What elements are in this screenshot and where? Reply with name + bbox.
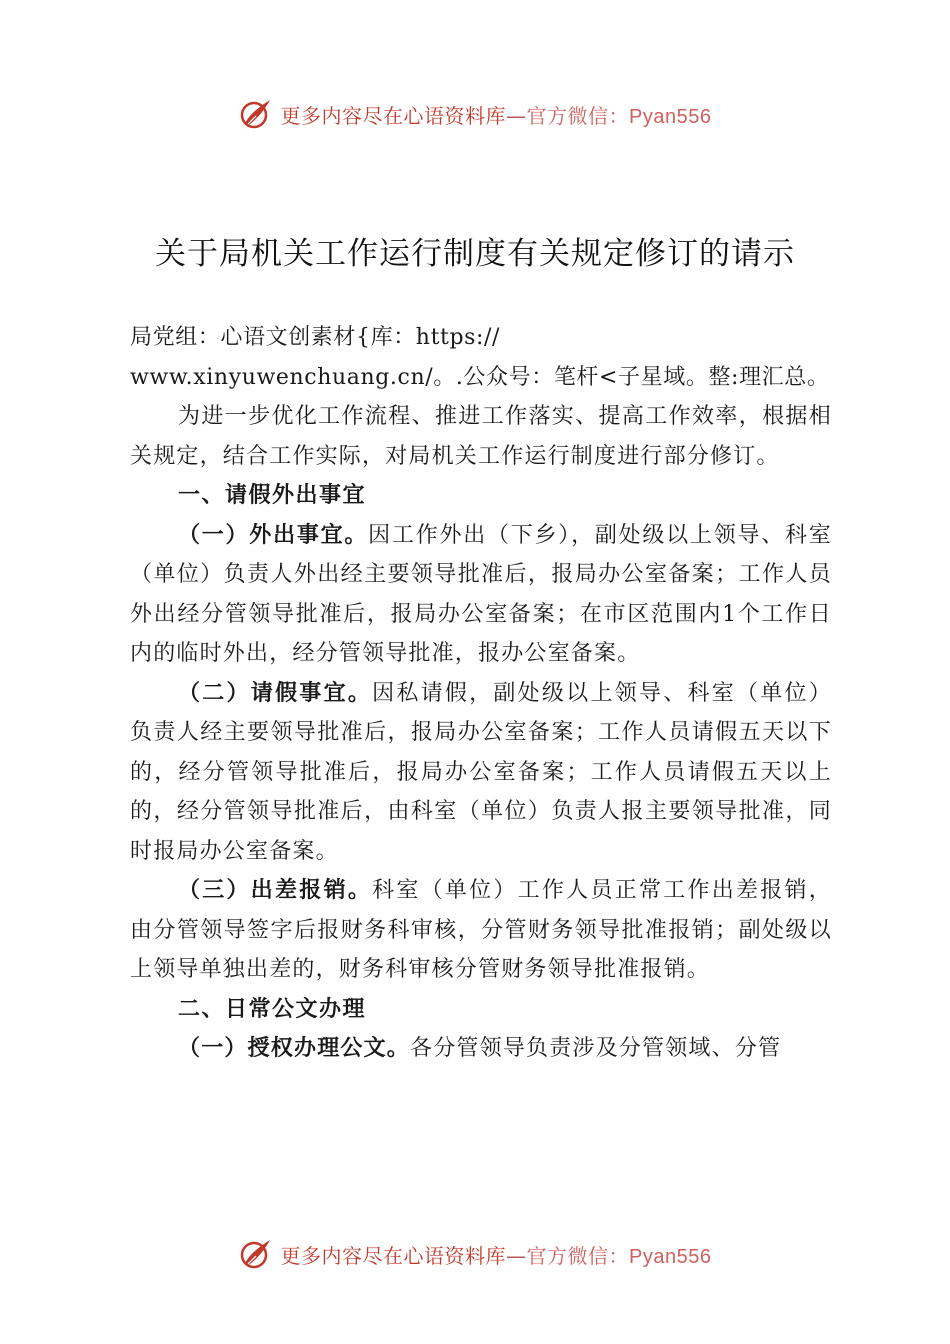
banner-text: 更多内容尽在心语资料库—官方微信：Pyan556 [280,103,712,128]
paragraph-travel [130,871,832,990]
subheading-leave: （二）请假事宜。 [178,679,373,706]
banner-text: 更多内容尽在心语资料库—官方微信：Pyan556 [280,1243,712,1268]
paragraph-authorized [130,1029,832,1069]
paragraph-travel-text: 科室（单位）工作人员正常工作出差报销， 由分管领导签字后报财务科审核，分管财务领导批准报销；副处级以上领导单独出差的，财务科审核分管财务领导批准报销。 [130,878,832,982]
section-heading-documents: 二、日常公文办理 [178,996,367,1022]
addressee-line: 局党组：心语文创素材{库：https:// [130,325,501,350]
intro-paragraph: 为进一步优化工作流程、推进工作落实、提高工作效率，根据相关规定，结合工作实际，对局机关工作运行制度进行部分修订。 [130,404,832,469]
paragraph-leave [130,674,832,872]
paragraph-outing-text: 因工作外出（下乡），副处级以上领导、科室（单位）负责人外出经主要领导批准后，报局办公室备案；工作人员外出经分管领导批准后，报局办公室备案；在市区范围内1个工作日内的临时外出，经分管领导批准，报办公室备案。 [130,522,832,666]
subheading-travel: （三）出差报销。 [178,877,373,903]
header-watermark-banner [0,94,950,134]
paragraph-leave-text: 因私请假，副处级以上领导、科室（单位） 负责人经主要领导批准后，报局办公室备案；工作人员请假五天以下的，经分管领导批准后，报局办公室备案；工作人员请假五天以上的，经分管领导批准后，由科室（单位）负责人报主要领导批准，同时报局办公室备案。 [130,680,832,864]
document-body [130,318,832,1069]
quill-logo-icon [239,97,273,131]
subheading-authorized: （一）授权办理公文。 [178,1035,411,1061]
paragraph-authorized-text: 各分管领导负责涉及分管领域、分管 [410,1036,782,1061]
footer-watermark-banner [0,1234,950,1274]
section-heading-leave: 一、请假外出事宜 [178,483,367,508]
paragraph-outing [130,516,832,674]
subheading-outing: （一）外出事宜。 [178,521,369,548]
quill-logo-icon [239,1237,273,1271]
addressee-line-continued: www.xinyuwenchuang.cn/。.公众号：笔杆<子星域。整:理汇总。 [130,364,830,390]
document-title: 关于局机关工作运行制度有关规定修订的请示 [155,236,795,272]
